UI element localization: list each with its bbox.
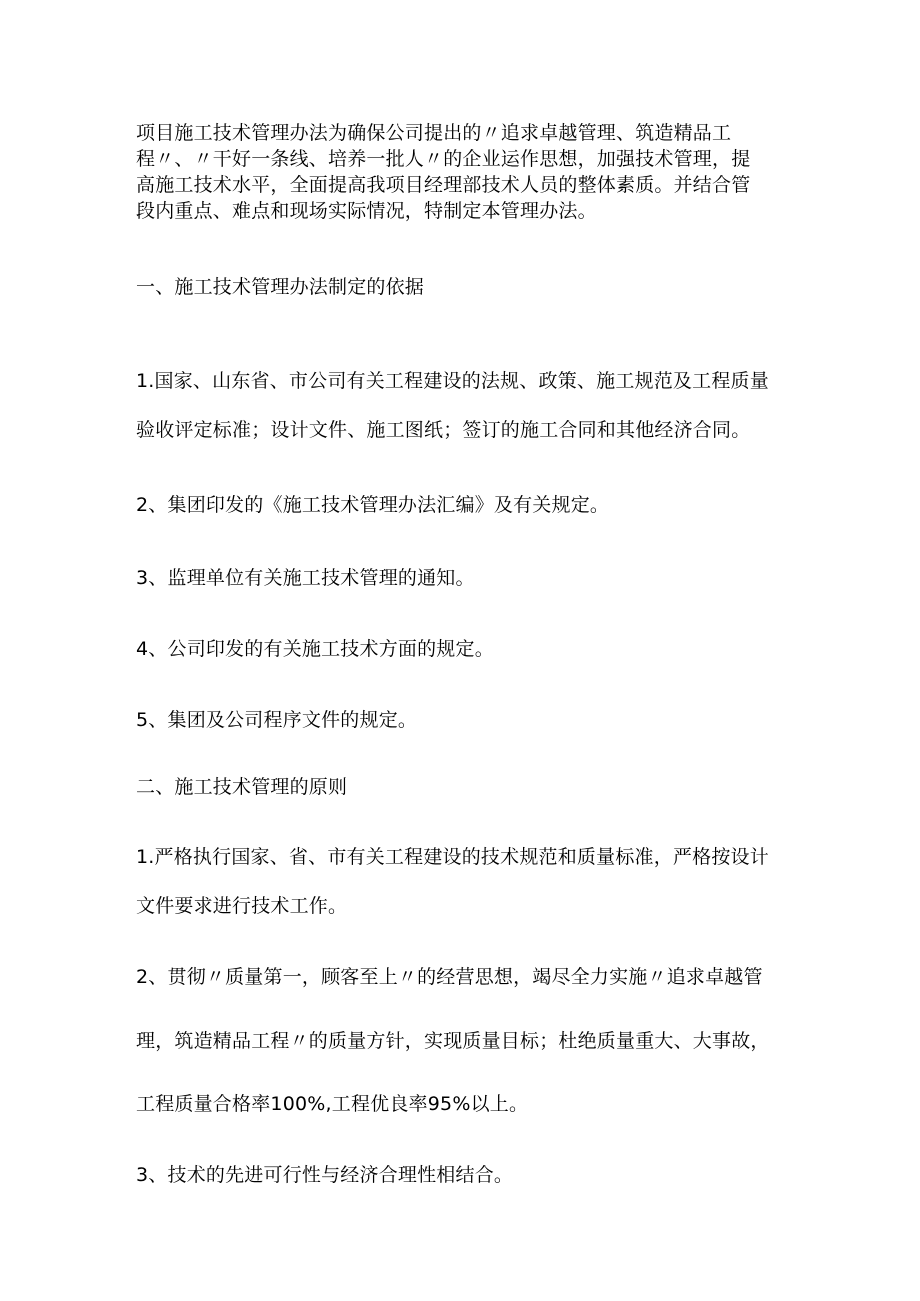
intro-line: 项目施工技术管理办法为确保公司提出的〃追求卓越管理、筑造精品工 — [136, 122, 732, 144]
intro-line: 段内重点、难点和现场实际情况，特制定本管理办法。 — [136, 200, 597, 222]
section-2-item-1-line-2: 文件要求进行技术工作。 — [136, 895, 348, 917]
intro-line: 程〃、〃干好一条线、培养一批人〃的企业运作思想，加强技术管理，提 — [136, 148, 751, 170]
section-1-item-4: 4、公司印发的有关施工技术方面的规定。 — [136, 638, 494, 660]
section-2-item-2-line-2: 理，筑造精品工程〃的质量方针，实现质量目标；杜绝质量重大、大事故， — [136, 1030, 770, 1052]
section-1-item-1-line-1: 1.国家、山东省、市公司有关工程建设的法规、政策、施工规范及工程质量 — [136, 370, 769, 392]
section-2-item-2-line-3: 工程质量合格率100%,工程优良率95%以上。 — [136, 1093, 529, 1115]
section-1-item-3: 3、监理单位有关施工技术管理的通知。 — [136, 567, 475, 589]
section-1-item-5: 5、集团及公司程序文件的规定。 — [136, 709, 418, 731]
section-2-item-3: 3、技术的先进可行性与经济合理性相结合。 — [136, 1164, 514, 1186]
section-1-item-1-line-2: 验收评定标准；设计文件、施工图纸；签订的施工合同和其他经济合同。 — [136, 419, 751, 441]
section-1-heading: 一、施工技术管理办法制定的依据 — [136, 276, 425, 298]
section-1-item-2: 2、集团印发的《施工技术管理办法汇编》及有关规定。 — [136, 494, 610, 516]
intro-paragraph — [136, 120, 796, 224]
intro-line: 高施工技术水平，全面提高我项目经理部技术人员的整体素质。并结合管 — [136, 174, 751, 196]
section-2-item-2-line-1: 2、贯彻〃质量第一，顾客至上〃的经营思想，竭尽全力实施〃追求卓越管 — [136, 966, 763, 988]
section-2-heading: 二、施工技术管理的原则 — [136, 776, 348, 798]
section-2-item-1-line-1: 1.严格执行国家、省、市有关工程建设的技术规范和质量标准，严格按设计 — [136, 846, 769, 868]
